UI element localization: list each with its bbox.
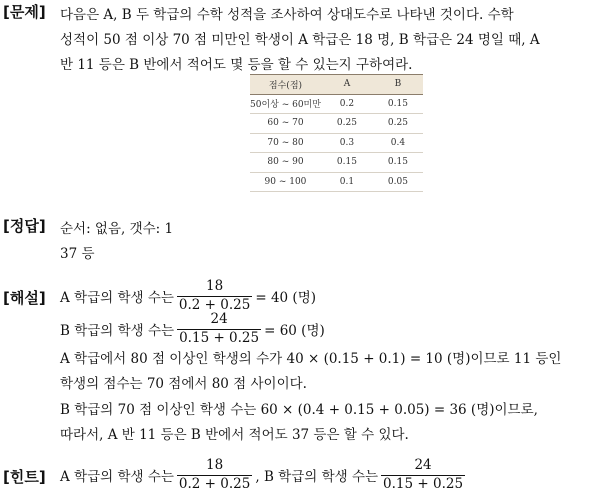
fraction-numerator: 18 [206,456,224,473]
table-cell-a: 0.25 [321,114,373,134]
explanation-line-6: 따라서, A 반 11 등은 B 반에서 적어도 37 등은 할 수 있다. [60,427,409,443]
explanation-line-4: 학생의 점수는 70 점에서 80 점 사이이다. [60,376,307,392]
table-row [250,172,423,192]
explanation-line-1-post: = 40 (명) [255,290,317,306]
table-cell-b: 0.15 [373,153,423,173]
hint-tag: [힌트] [3,468,46,486]
explanation-line-1-pre: A 학급의 학생 수는 [60,290,174,306]
hint-pre: A 학급의 학생 수는 [60,469,174,485]
fraction [177,458,252,492]
table-cell-a: 0.3 [321,133,373,153]
fraction-numerator: 24 [414,456,432,473]
fraction-numerator: 18 [206,277,224,294]
explanation-line-2-pre: B 학급의 학생 수는 [60,323,175,339]
table-row [250,153,423,173]
problem-line-3: 반 11 등은 B 반에서 적어도 몇 등을 할 수 있는지 구하여라. [60,57,413,73]
fraction-denominator: 0.15 + 0.25 [383,475,464,492]
explanation-line-3: A 학급에서 80 점 이상인 학생의 수가 40 × (0.15 + 0.1) = 10 (명)이므로 11 등인 [60,351,562,367]
answer-tag: [정답] [3,217,46,235]
frequency-table [250,74,423,192]
table-cell-a: 0.2 [321,94,373,114]
fraction [381,458,465,492]
table-header-b: B [373,75,423,95]
table-cell-range: 60 ~ 70 [250,114,321,134]
fraction-denominator: 0.2 + 0.25 [178,475,251,492]
explanation-tag: [해설] [3,289,46,307]
table-cell-range: 70 ~ 80 [250,133,321,153]
problem-line-1: 다음은 A, B 두 학급의 수학 성적을 조사하여 상대도수로 나타낸 것이다. 수학 [60,7,514,23]
table-row [250,94,423,114]
fraction [177,279,252,313]
table-header-a: A [321,75,373,95]
hint-mid: , B 학급의 학생 수는 [255,469,379,485]
explanation-line-2 [60,309,325,349]
answer-line-1: 순서: 없음, 갯수: 1 [60,221,174,237]
table-cell-range: 90 ~ 100 [250,172,321,192]
table-row [250,133,423,153]
explanation-line-5: B 학급의 70 점 이상인 학생 수는 60 × (0.4 + 0.15 + 0.05) = 36 (명)이므로, [60,402,538,418]
table-cell-a: 0.1 [321,172,373,192]
table-cell-a: 0.15 [321,153,373,173]
hint-line [60,455,468,495]
table-cell-b: 0.25 [373,114,423,134]
table-cell-b: 0.4 [373,133,423,153]
answer-line-2: 37 등 [60,246,95,262]
table-cell-range: 50이상 ~ 60미만 [250,94,321,114]
table-cell-range: 80 ~ 90 [250,153,321,173]
table-header-score: 점수(점) [250,75,321,95]
fraction-numerator: 24 [210,310,228,327]
fraction [177,312,261,346]
problem-tag: [문제] [3,3,46,21]
fraction-denominator: 0.2 + 0.25 [178,296,251,313]
table-cell-b: 0.15 [373,94,423,114]
table-cell-b: 0.05 [373,172,423,192]
table-row [250,114,423,134]
explanation-line-2-post: = 60 (명) [264,323,325,339]
table-header-row [250,75,423,95]
fraction-denominator: 0.15 + 0.25 [179,329,260,346]
problem-line-2: 성적이 50 점 이상 70 점 미만인 학생이 A 학급은 18 명, B 학급은 24 명일 때, A [60,32,540,48]
